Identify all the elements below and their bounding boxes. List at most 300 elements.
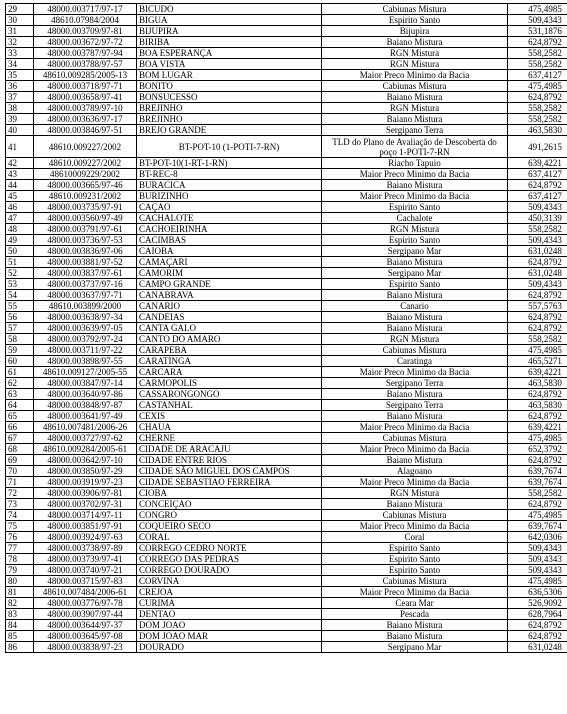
- price-value: 509,4343: [508, 565, 567, 576]
- reference-price-name: RGN Mistura: [322, 334, 508, 345]
- reference-price-name: RGN Mistura: [322, 48, 508, 59]
- process-number: 48610.009285/2005-13: [34, 70, 137, 81]
- price-value: 558,2582: [508, 114, 567, 125]
- field-name: BT-POT-10(1-RT-1-RN): [137, 158, 322, 169]
- row-number: 71: [6, 477, 34, 488]
- row-number: 74: [6, 510, 34, 521]
- price-value: 624,8792: [508, 257, 567, 268]
- reference-price-name: Sergipano Mar: [322, 642, 508, 653]
- field-name: CASSARONGONGO: [137, 389, 322, 400]
- price-value: 639,7674: [508, 477, 567, 488]
- reference-price-name: Maior Preco Minimo da Bacia: [322, 367, 508, 378]
- reference-price-name: Espirito Santo: [322, 554, 508, 565]
- row-number: 64: [6, 400, 34, 411]
- reference-price-name: Cabiunas Mistura: [322, 433, 508, 444]
- row-number: 81: [6, 587, 34, 598]
- table-row: [6, 4, 567, 15]
- price-value: 450,3139: [508, 213, 567, 224]
- field-name: CHERNE: [137, 433, 322, 444]
- price-value: 557,5763: [508, 301, 567, 312]
- price-value: 463,5830: [508, 400, 567, 411]
- reference-price-name: Baiano Mistura: [322, 499, 508, 510]
- process-number: 48000.003644/97-37: [34, 620, 137, 631]
- table-row: [6, 235, 567, 246]
- process-number: 48000.003787/97-94: [34, 48, 137, 59]
- row-number: 67: [6, 433, 34, 444]
- price-value: 637,4127: [508, 191, 567, 202]
- field-name: BIRIBA: [137, 37, 322, 48]
- table-row: [6, 323, 567, 334]
- price-table: [5, 3, 567, 653]
- process-number: 48000.003717/97-17: [34, 4, 137, 15]
- row-number: 78: [6, 554, 34, 565]
- field-name: CANARIO: [137, 301, 322, 312]
- row-number: 69: [6, 455, 34, 466]
- process-number: 48000.003791/97-61: [34, 224, 137, 235]
- table-row: [6, 367, 567, 378]
- field-name: CORREGO DAS PEDRAS: [137, 554, 322, 565]
- reference-price-name: Baiano Mistura: [322, 114, 508, 125]
- row-number: 84: [6, 620, 34, 631]
- process-number: 48000.003924/97-63: [34, 532, 137, 543]
- field-name: BICUDO: [137, 4, 322, 15]
- reference-price-name: Caratinga: [322, 356, 508, 367]
- reference-price-name: TLD do Plano de Avaliação de Descoberta do poço 1-POTI-7-RN: [322, 136, 508, 158]
- price-value: 639,4221: [508, 367, 567, 378]
- table-row: [6, 444, 567, 455]
- price-value: 475,4985: [508, 510, 567, 521]
- table-row: [6, 26, 567, 37]
- price-value: 526,9092: [508, 598, 567, 609]
- field-name: DOM JOAO: [137, 620, 322, 631]
- process-number: 48000.003658/97-41: [34, 92, 137, 103]
- table-row: [6, 345, 567, 356]
- reference-price-name: RGN Mistura: [322, 488, 508, 499]
- row-number: 61: [6, 367, 34, 378]
- process-number: 48000.003640/97-86: [34, 389, 137, 400]
- reference-price-name: Baiano Mistura: [322, 290, 508, 301]
- row-number: 42: [6, 158, 34, 169]
- row-number: 60: [6, 356, 34, 367]
- process-number: 48000.003907/97-44: [34, 609, 137, 620]
- process-number: 48000.003736/97-53: [34, 235, 137, 246]
- field-name: CACHALOTE: [137, 213, 322, 224]
- process-number: 48000.003665/97-46: [34, 180, 137, 191]
- row-number: 31: [6, 26, 34, 37]
- row-number: 76: [6, 532, 34, 543]
- table-row: [6, 224, 567, 235]
- process-number: 48000.003738/97-89: [34, 543, 137, 554]
- field-name: BREJINHO: [137, 103, 322, 114]
- row-number: 33: [6, 48, 34, 59]
- price-value: 639,4221: [508, 422, 567, 433]
- row-number: 47: [6, 213, 34, 224]
- table-row: [6, 15, 567, 26]
- process-number: 48000.003789/97-10: [34, 103, 137, 114]
- process-number: 48610.009127/2005-55: [34, 367, 137, 378]
- reference-price-name: Baiano Mistura: [322, 180, 508, 191]
- table-row: [6, 422, 567, 433]
- table-row: [6, 191, 567, 202]
- row-number: 70: [6, 466, 34, 477]
- price-value: 463,5830: [508, 378, 567, 389]
- process-number: 48000.003727/97-62: [34, 433, 137, 444]
- price-value: 639,4221: [508, 158, 567, 169]
- price-value: 509,4343: [508, 15, 567, 26]
- row-number: 55: [6, 301, 34, 312]
- table-row: [6, 103, 567, 114]
- table-row: [6, 257, 567, 268]
- field-name: CAIOBA: [137, 246, 322, 257]
- table-row: [6, 180, 567, 191]
- field-name: CIDADE SÃO MIGUEL DOS CAMPOS: [137, 466, 322, 477]
- field-name: CORAL: [137, 532, 322, 543]
- table-row: [6, 642, 567, 653]
- reference-price-name: Baiano Mistura: [322, 631, 508, 642]
- row-number: 49: [6, 235, 34, 246]
- row-number: 48: [6, 224, 34, 235]
- price-value: 631,0248: [508, 642, 567, 653]
- field-name: CAMAÇARI: [137, 257, 322, 268]
- process-number: 48610009229/2002: [34, 169, 137, 180]
- process-number: 48000.003715/97-83: [34, 576, 137, 587]
- row-number: 54: [6, 290, 34, 301]
- process-number: 48000.003709/97-81: [34, 26, 137, 37]
- field-name: DOURADO: [137, 642, 322, 653]
- reference-price-name: Coral: [322, 532, 508, 543]
- row-number: 68: [6, 444, 34, 455]
- field-name: CORVINA: [137, 576, 322, 587]
- table-row: [6, 510, 567, 521]
- reference-price-name: RGN Mistura: [322, 224, 508, 235]
- price-value: 624,8792: [508, 631, 567, 642]
- price-value: 465,5271: [508, 356, 567, 367]
- field-name: DENTAO: [137, 609, 322, 620]
- reference-price-name: Maior Preco Minimo da Bacia: [322, 477, 508, 488]
- price-value: 509,4343: [508, 235, 567, 246]
- field-name: CURIMA: [137, 598, 322, 609]
- field-name: CACIMBAS: [137, 235, 322, 246]
- table-row: [6, 48, 567, 59]
- reference-price-name: Sergipano Terra: [322, 125, 508, 136]
- price-value: 558,2582: [508, 334, 567, 345]
- reference-price-name: Ceara Mar: [322, 598, 508, 609]
- field-name: BIGUA: [137, 15, 322, 26]
- table-row: [6, 136, 567, 158]
- reference-price-name: Baiano Mistura: [322, 411, 508, 422]
- row-number: 52: [6, 268, 34, 279]
- reference-price-name: Maior Preco Minimo da Bacia: [322, 587, 508, 598]
- price-value: 637,4127: [508, 70, 567, 81]
- reference-price-name: RGN Mistura: [322, 59, 508, 70]
- reference-price-name: Cabiunas Mistura: [322, 81, 508, 92]
- field-name: CHAUA: [137, 422, 322, 433]
- price-value: 558,2582: [508, 224, 567, 235]
- process-number: 48610.009227/2002: [34, 136, 137, 158]
- table-row: [6, 92, 567, 103]
- row-number: 36: [6, 81, 34, 92]
- reference-price-name: Maior Preco Minimo da Bacia: [322, 169, 508, 180]
- process-number: 48000.003740/97-21: [34, 565, 137, 576]
- row-number: 39: [6, 114, 34, 125]
- reference-price-name: Maior Preco Minimo da Bacia: [322, 521, 508, 532]
- field-name: BT-REC-8: [137, 169, 322, 180]
- row-number: 37: [6, 92, 34, 103]
- row-number: 38: [6, 103, 34, 114]
- reference-price-name: Riacho Tapuio: [322, 158, 508, 169]
- process-number: 48000.003645/97-08: [34, 631, 137, 642]
- field-name: CEXIS: [137, 411, 322, 422]
- table-row: [6, 433, 567, 444]
- field-name: CANDEIAS: [137, 312, 322, 323]
- price-value: 558,2582: [508, 48, 567, 59]
- reference-price-name: Baiano Mistura: [322, 323, 508, 334]
- reference-price-name: Baiano Mistura: [322, 389, 508, 400]
- row-number: 72: [6, 488, 34, 499]
- field-name: CARCARA: [137, 367, 322, 378]
- price-value: 624,8792: [508, 411, 567, 422]
- reference-price-name: Espirito Santo: [322, 202, 508, 213]
- price-value: 475,4985: [508, 4, 567, 15]
- table-row: [6, 312, 567, 323]
- process-number: 48000.003639/97-05: [34, 323, 137, 334]
- row-number: 85: [6, 631, 34, 642]
- process-number: 48610.007481/2006-26: [34, 422, 137, 433]
- table-row: [6, 565, 567, 576]
- table-row: [6, 543, 567, 554]
- table-row: [6, 598, 567, 609]
- table-row: [6, 202, 567, 213]
- table-row: [6, 213, 567, 224]
- reference-price-name: Baiano Mistura: [322, 92, 508, 103]
- row-number: 63: [6, 389, 34, 400]
- process-number: 48000.003850/97-29: [34, 466, 137, 477]
- price-value: 531,1876: [508, 26, 567, 37]
- table-row: [6, 389, 567, 400]
- table-row: [6, 499, 567, 510]
- row-number: 75: [6, 521, 34, 532]
- price-value: 624,8792: [508, 455, 567, 466]
- table-row: [6, 631, 567, 642]
- table-row: [6, 169, 567, 180]
- price-value: 624,8792: [508, 290, 567, 301]
- row-number: 30: [6, 15, 34, 26]
- process-number: 48000.003637/97-71: [34, 290, 137, 301]
- table-row: [6, 158, 567, 169]
- field-name: DOM JOAO MAR: [137, 631, 322, 642]
- reference-price-name: Espirito Santo: [322, 543, 508, 554]
- reference-price-name: Alagoano: [322, 466, 508, 477]
- reference-price-name: Canario: [322, 301, 508, 312]
- process-number: 48000.003718/97-71: [34, 81, 137, 92]
- reference-price-name: Cabiunas Mistura: [322, 4, 508, 15]
- field-name: CANTA GALO: [137, 323, 322, 334]
- table-row: [6, 576, 567, 587]
- reference-price-name: RGN Mistura: [322, 103, 508, 114]
- process-number: 48000.003711/97-22: [34, 345, 137, 356]
- table-row: [6, 620, 567, 631]
- row-number: 77: [6, 543, 34, 554]
- row-number: 73: [6, 499, 34, 510]
- table-row: [6, 532, 567, 543]
- field-name: CONGRO: [137, 510, 322, 521]
- field-name: BREJO GRANDE: [137, 125, 322, 136]
- process-number: 48000.003641/97-49: [34, 411, 137, 422]
- table-row: [6, 609, 567, 620]
- table-row: [6, 290, 567, 301]
- reference-price-name: Sergipano Terra: [322, 378, 508, 389]
- price-value: 475,4985: [508, 576, 567, 587]
- reference-price-name: Maior Preco Minimo da Bacia: [322, 444, 508, 455]
- field-name: BOA VISTA: [137, 59, 322, 70]
- reference-price-name: Baiano Mistura: [322, 620, 508, 631]
- reference-price-name: Baiano Mistura: [322, 257, 508, 268]
- table-row: [6, 356, 567, 367]
- row-number: 32: [6, 37, 34, 48]
- table-row: [6, 554, 567, 565]
- row-number: 53: [6, 279, 34, 290]
- price-value: 637,4127: [508, 169, 567, 180]
- table-row: [6, 70, 567, 81]
- process-number: 48000.003714/97-11: [34, 510, 137, 521]
- process-number: 48000.003836/97-06: [34, 246, 137, 257]
- table-row: [6, 37, 567, 48]
- reference-price-name: Baiano Mistura: [322, 312, 508, 323]
- reference-price-name: Espirito Santo: [322, 235, 508, 246]
- table-row: [6, 125, 567, 136]
- process-number: 48000.003702/97-31: [34, 499, 137, 510]
- process-number: 48000.003739/97-41: [34, 554, 137, 565]
- price-value: 624,8792: [508, 312, 567, 323]
- price-value: 631,0248: [508, 268, 567, 279]
- field-name: CIOBA: [137, 488, 322, 499]
- row-number: 35: [6, 70, 34, 81]
- process-number: 48000.003906/97-81: [34, 488, 137, 499]
- row-number: 50: [6, 246, 34, 257]
- table-row: [6, 477, 567, 488]
- row-number: 65: [6, 411, 34, 422]
- price-value: 475,4985: [508, 433, 567, 444]
- process-number: 48610.007484/2006-61: [34, 587, 137, 598]
- price-value: 624,8792: [508, 92, 567, 103]
- process-number: 48000.003848/97-87: [34, 400, 137, 411]
- process-number: 48000.003847/97-14: [34, 378, 137, 389]
- row-number: 46: [6, 202, 34, 213]
- process-number: 48000.003788/97-57: [34, 59, 137, 70]
- field-name: BONITO: [137, 81, 322, 92]
- field-name: BREJINHO: [137, 114, 322, 125]
- field-name: CORREGO DOURADO: [137, 565, 322, 576]
- reference-price-name: Sergipano Mar: [322, 246, 508, 257]
- table-row: [6, 521, 567, 532]
- row-number: 66: [6, 422, 34, 433]
- price-value: 624,8792: [508, 323, 567, 334]
- price-value: 558,2582: [508, 59, 567, 70]
- price-value: 509,4343: [508, 554, 567, 565]
- process-number: 48000.003898/97-55: [34, 356, 137, 367]
- price-value: 475,4985: [508, 81, 567, 92]
- process-number: 48000.003636/97-17: [34, 114, 137, 125]
- price-value: 509,4343: [508, 202, 567, 213]
- price-value: 558,2582: [508, 103, 567, 114]
- field-name: CANTO DO AMARO: [137, 334, 322, 345]
- field-name: CASTANHAL: [137, 400, 322, 411]
- field-name: CACHOEIRINHA: [137, 224, 322, 235]
- table-row: [6, 378, 567, 389]
- row-number: 29: [6, 4, 34, 15]
- row-number: 40: [6, 125, 34, 136]
- price-value: 652,3792: [508, 444, 567, 455]
- price-value: 639,7674: [508, 466, 567, 477]
- reference-price-name: Cabiunas Mistura: [322, 510, 508, 521]
- reference-price-name: Maior Preco Minimo da Bacia: [322, 70, 508, 81]
- field-name: BURIZINHO: [137, 191, 322, 202]
- process-number: 48000.003851/97-91: [34, 521, 137, 532]
- field-name: CORREGO CEDRO NORTE: [137, 543, 322, 554]
- field-name: BT-POT-10 (1-POTI-7-RN): [137, 136, 322, 158]
- row-number: 43: [6, 169, 34, 180]
- table-row: [6, 334, 567, 345]
- process-number: 48000.003919/97-23: [34, 477, 137, 488]
- field-name: CARATINGA: [137, 356, 322, 367]
- reference-price-name: Bijupira: [322, 26, 508, 37]
- table-row: [6, 81, 567, 92]
- price-value: 624,8792: [508, 499, 567, 510]
- price-value: 639,7674: [508, 521, 567, 532]
- reference-price-name: Espirito Santo: [322, 565, 508, 576]
- process-number: 48000.003638/97-34: [34, 312, 137, 323]
- reference-price-name: Cabiunas Mistura: [322, 576, 508, 587]
- price-value: 642,0306: [508, 532, 567, 543]
- price-value: 624,8792: [508, 180, 567, 191]
- reference-price-name: Baiano Mistura: [322, 455, 508, 466]
- field-name: CANABRAVA: [137, 290, 322, 301]
- table-row: [6, 268, 567, 279]
- process-number: 48610.003899/2000: [34, 301, 137, 312]
- table-row: [6, 400, 567, 411]
- table-row: [6, 246, 567, 257]
- process-number: 48000.003737/97-16: [34, 279, 137, 290]
- table-row: [6, 279, 567, 290]
- field-name: CONCEIÇAO: [137, 499, 322, 510]
- process-number: 48000.003846/97-51: [34, 125, 137, 136]
- table-row: [6, 114, 567, 125]
- reference-price-name: Espirito Santo: [322, 15, 508, 26]
- price-value: 624,8792: [508, 389, 567, 400]
- table-row: [6, 59, 567, 70]
- row-number: 86: [6, 642, 34, 653]
- field-name: CIDADE ENTRE RIOS: [137, 455, 322, 466]
- price-value: 628,7964: [508, 609, 567, 620]
- field-name: CAMPO GRANDE: [137, 279, 322, 290]
- price-value: 463,5830: [508, 125, 567, 136]
- row-number: 56: [6, 312, 34, 323]
- price-value: 558,2582: [508, 488, 567, 499]
- row-number: 34: [6, 59, 34, 70]
- process-number: 48610.009227/2002: [34, 158, 137, 169]
- price-table-body: [6, 4, 567, 653]
- row-number: 59: [6, 345, 34, 356]
- row-number: 83: [6, 609, 34, 620]
- field-name: COQUEIRO SECO: [137, 521, 322, 532]
- field-name: CREJOA: [137, 587, 322, 598]
- field-name: BOM LUGAR: [137, 70, 322, 81]
- reference-price-name: Sergipano Terra: [322, 400, 508, 411]
- row-number: 41: [6, 136, 34, 158]
- row-number: 79: [6, 565, 34, 576]
- reference-price-name: Pescada: [322, 609, 508, 620]
- table-row: [6, 466, 567, 477]
